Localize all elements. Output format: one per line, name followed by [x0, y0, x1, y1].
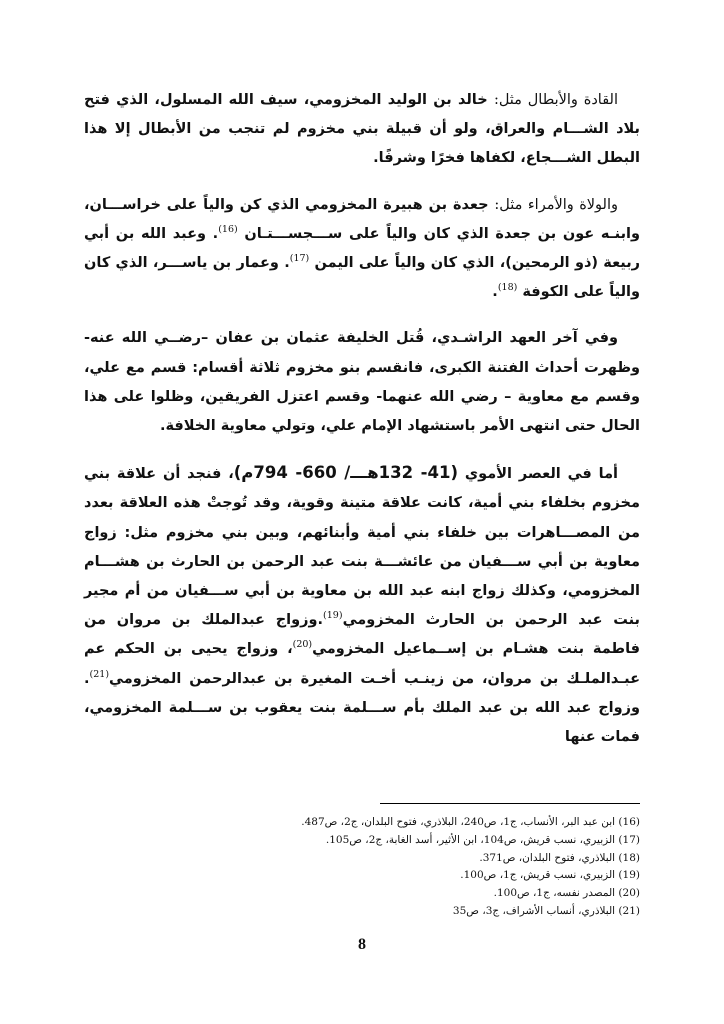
footnote-item	[380, 867, 640, 885]
footnote-item	[380, 885, 640, 903]
paragraph-text: . وعبد الله بن أبي ربيعة (ذو الرمحين)، الذي كان والياً على اليمن	[84, 225, 640, 272]
paragraph-fitna	[84, 324, 640, 441]
paragraph-text: جعدة بن هبيرة المخزومي الذي كن والياً على خراســـان، وابنـه عون بن جعدة الذي كان والياً على ســـجســـتـان	[84, 196, 641, 242]
footnote-separator	[380, 803, 640, 804]
paragraph-lead: القادة والأبطال مثل:	[493, 92, 618, 108]
paragraph-text: . وعمار بن ياســـر، الذي كان والياً على الكوفة	[84, 255, 640, 301]
footnote-item	[301, 814, 640, 832]
footnote-mark: (19)	[618, 869, 640, 882]
paragraph-governors	[84, 191, 640, 308]
paragraph-text: .وزواج عبدالملك بن مروان من فاطمة بنت هشـام بن إســماعيل المخزومي	[84, 612, 641, 658]
era-dates: (41- 132هـــ/ 660- 794م)	[233, 463, 459, 483]
footnote-mark: (20)	[618, 887, 640, 900]
paragraph-text: أما في العصر الأموي	[458, 466, 619, 483]
footnote-mark: (21)	[618, 904, 640, 917]
footnote-item	[380, 903, 640, 921]
footnote-item	[325, 832, 640, 850]
main-text-body	[84, 86, 640, 769]
footnote-reference[interactable]: (18)	[497, 282, 518, 294]
paragraph-text: . وزواج عبد الله بن عبد الملك بأم ســـلمة بنت يعقوب بن ســـلمة المخزومي، فمات عنها	[84, 670, 640, 746]
paragraph-leaders	[84, 86, 640, 174]
footnote-reference[interactable]: (21)	[89, 668, 110, 680]
footnote-text: ابن عبد البر، الأنساب، ج1، ص240، البلاذري، فتوح البلدان، ج2، ص487.	[301, 816, 619, 828]
footnote-mark: (16)	[618, 816, 640, 828]
paragraph-text: وفي آخر العهد الراشـدي، قُتل الخليفة عثمان بن عفان –رضــي الله عنه- وظهرت أحداث الفتنة الكبرى، فانقسم بنو مخزوم ثلاثة أقسام: قسم مع علي، وقسم مع معاوية – رضي الله عنهما- وقسم اعتزل الفريقين، وظلوا على هذا الحال حتى انتهى الأمر باستشهاد الإمام علي، وتولي معاوية الخلافة.	[84, 330, 640, 435]
footnote-text: المصدر نفسه، ج1، ص100.	[493, 887, 619, 900]
page-number: 8	[358, 936, 366, 953]
paragraph-umayyad	[84, 458, 640, 752]
footnote-text: الزبيري، نسب قريش، ص104، ابن الأثير، أسد الغابة، ج2، ص105.	[325, 833, 619, 846]
footnote-reference[interactable]: (17)	[289, 253, 310, 265]
footnote-text: البلاذري، أنساب الأشراف، ج3، ص35	[452, 904, 619, 917]
footnote-text: الزبيري، نسب قريش، ج1، ص100.	[460, 869, 619, 882]
paragraph-text: ، وزواج يحيى بن الحكم عم عبـدالملـك بن مروان، من زينـب أخـت المغيرة بن عبدالرحمن المخزومي	[84, 641, 640, 687]
paragraph-text: ، فنجد أن علاقة بني مخزوم بخلفاء بني أمية، كانت علاقة متينة وقوية، وقد تُوجتْ هذه العلاقة بعدد من المصـــاهرات بين خلفاء بني أمية وأبنائهم، وبين بني مخزوم مثل: زواج معاوية بن أبي ســـفيان من عائشـــة بنت عبد الرحمن بن الحارث بن هشـــام المخزومي، وكذلك زواج ابنه عبد الله بن معاوية بن أبي ســـفيان من أم مجير بنت عبد الرحمن بن الحارث المخزومي	[84, 466, 640, 629]
footnote-list	[301, 814, 640, 921]
footnote-reference[interactable]: (16)	[218, 223, 238, 235]
footnote-mark: (17)	[618, 833, 640, 846]
footnote-reference[interactable]: (19)	[323, 610, 343, 622]
footnote-mark: (18)	[618, 851, 640, 864]
paragraph-lead: والولاة والأمراء مثل:	[494, 196, 619, 213]
paragraph-text: خالد بن الوليد المخزومي، سيف الله المسلول، الذي فتح بلاد الشـــام والعراق، ولو أن قبيلة بني مخزوم لم تنجب من الأبطال إلا هذا البطل الشـــجاع، لكفاها فخرًا وشرفًا.	[84, 92, 640, 167]
footnote-item	[380, 850, 640, 868]
paragraph-text: .	[492, 284, 498, 301]
footnotes-section	[301, 803, 640, 921]
footnote-text: البلاذري، فتوح البلدان، ص371.	[479, 851, 619, 864]
footnote-reference[interactable]: (20)	[292, 639, 313, 651]
